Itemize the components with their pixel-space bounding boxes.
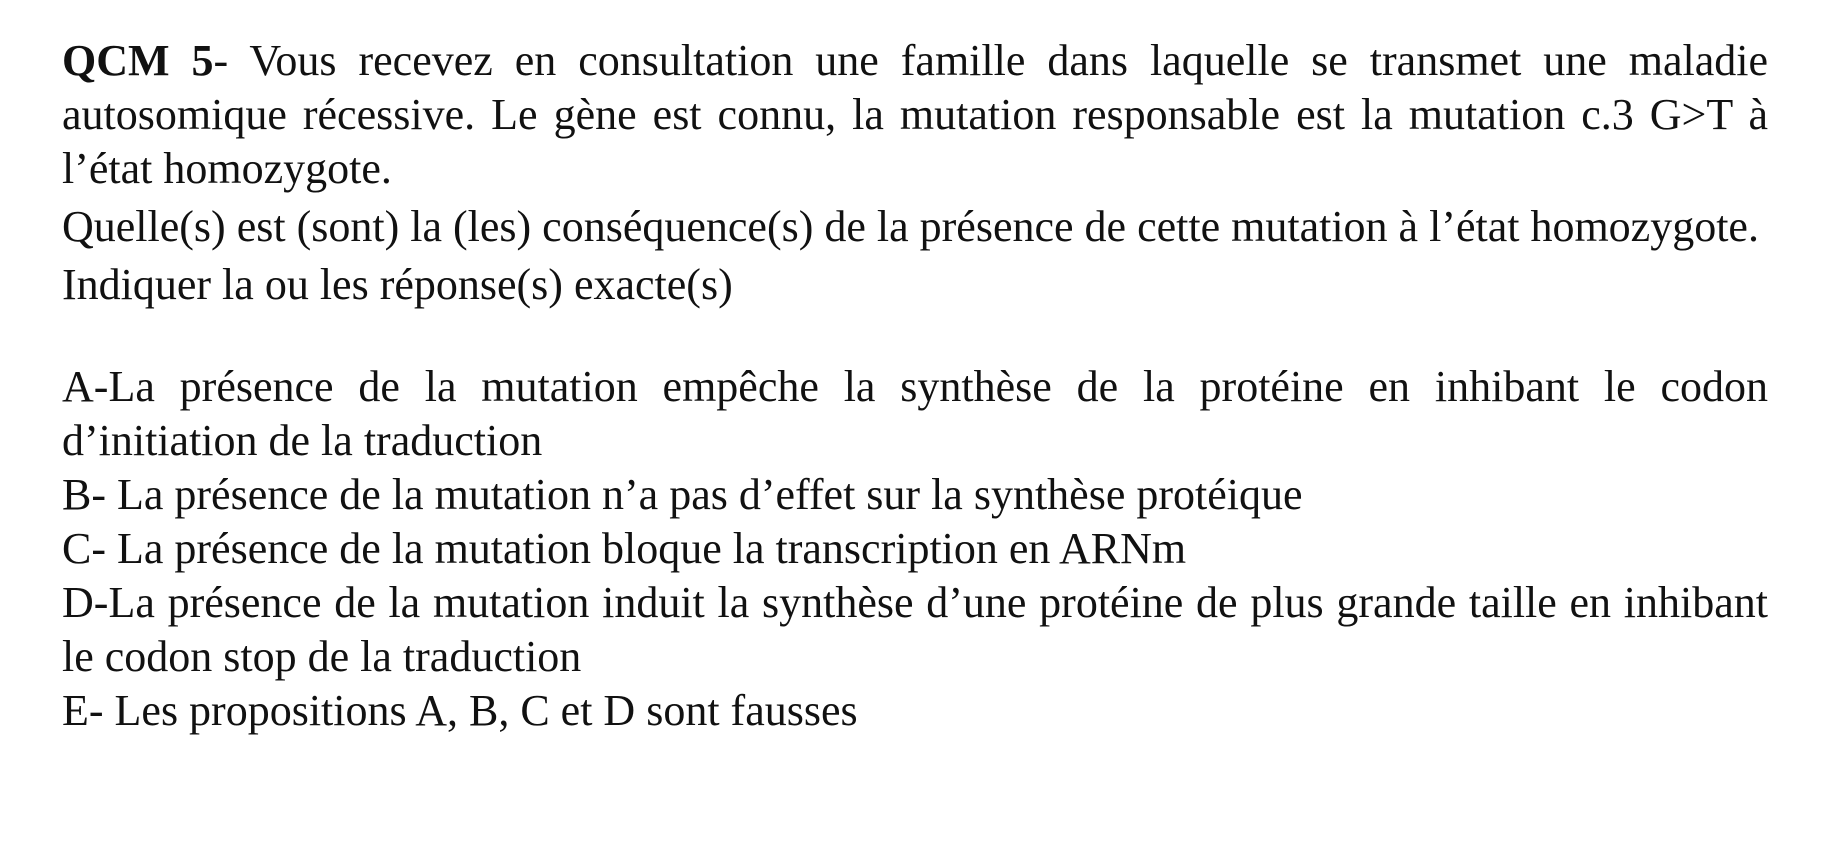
question-prompt: Quelle(s) est (sont) la (les) conséquence(s) de la présence de cette mutation à l’état homozygote. — [62, 202, 1759, 251]
question-instruction: Indiquer la ou les réponse(s) exacte(s) — [62, 260, 733, 309]
option-text: La présence de la mutation empêche la synthèse de la protéine en inhibant le codon d’initiation de la traduction — [62, 362, 1768, 465]
option-text: La présence de la mutation induit la synthèse d’une protéine de plus grande taille en inhibant le codon stop de la traduction — [62, 578, 1768, 681]
question-label: QCM 5 — [62, 36, 214, 85]
exam-question — [62, 34, 1768, 738]
option-e — [62, 684, 1768, 738]
question-stem-paragraph — [62, 34, 1768, 196]
option-text: La présence de la mutation bloque la transcription en ARNm — [106, 524, 1187, 573]
answer-options — [62, 360, 1768, 738]
option-text: La présence de la mutation n’a pas d’effet sur la synthèse protéique — [106, 470, 1303, 519]
option-letter: E- — [62, 686, 104, 735]
option-letter: C- — [62, 524, 106, 573]
option-a — [62, 360, 1768, 468]
option-d — [62, 576, 1768, 684]
option-b — [62, 468, 1768, 522]
question-stem: - Vous recevez en consultation une famille dans laquelle se transmet une maladie autosomique récessive. Le gène est connu, la mutation responsable est la mutation c.3 G>T à l’état homozygote. — [62, 36, 1769, 193]
option-text: Les propositions A, B, C et D sont fausses — [103, 686, 858, 735]
option-letter: D- — [62, 578, 109, 627]
option-letter: B- — [62, 470, 106, 519]
option-letter: A- — [62, 362, 109, 411]
option-c — [62, 522, 1768, 576]
